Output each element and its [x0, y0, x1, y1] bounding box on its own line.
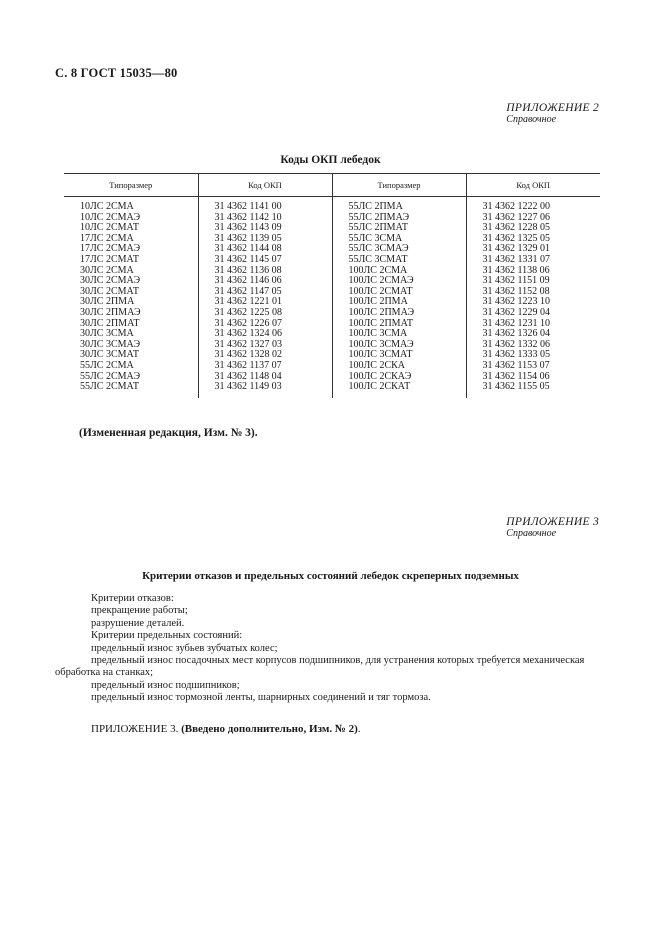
column-header: Код ОКП [198, 174, 332, 197]
table-cell-size: 55ЛС 3СМА [332, 234, 466, 245]
criteria-line: Критерии отказов: [91, 593, 174, 604]
table-cell-size: 100ЛС 3СМА [332, 329, 466, 340]
table-cell-code: 31 4362 1328 02 [198, 350, 332, 361]
table-row [64, 197, 600, 213]
table-cell-code: 31 4362 1325 05 [466, 234, 600, 245]
table-cell-code: 31 4362 1154 06 [466, 372, 600, 383]
added-note-prefix: ПРИЛОЖЕНИЕ 3. [91, 723, 182, 735]
table-cell-size: 17ЛС 2СМА [80, 232, 134, 244]
criteria-line: Критерии предельных состояний: [91, 630, 243, 642]
added-note-bold: (Введено дополнительно, Изм. № 2) [181, 723, 358, 735]
table-cell-code: 31 4362 1136 08 [198, 266, 332, 277]
table-cell-size: 30ЛС 2СМАЭ [80, 275, 141, 287]
table-cell-size: 55ЛС 2ПМАЭ [332, 213, 466, 224]
table-cell-size: 55ЛС 2ПМА [332, 197, 466, 213]
table-cell-code: 31 4362 1144 08 [198, 244, 332, 255]
table-cell-code: 31 4362 1225 08 [198, 308, 332, 319]
table-row [64, 361, 600, 372]
appendix-3-label [506, 516, 599, 540]
appendix-3-subtitle: Справочное [506, 528, 557, 539]
criteria-line: разрушение деталей. [91, 617, 185, 629]
criteria-line: предельный износ подшипников; [91, 679, 240, 691]
table-cell-code: 31 4362 1141 00 [198, 197, 332, 213]
table-cell-size: 100ЛС 2ПМАТ [332, 319, 466, 330]
table-cell-code: 31 4362 1139 05 [198, 234, 332, 245]
table-row [64, 308, 600, 319]
table-cell-size: 100ЛС 2ПМАЭ [332, 308, 466, 319]
table-cell-code: 31 4362 1149 03 [198, 382, 332, 398]
table-cell-code: 31 4362 1327 03 [198, 340, 332, 351]
table-cell-size: 55ЛС 3СМАТ [332, 255, 466, 266]
appendix-2-label [506, 102, 599, 126]
table-cell-size: 100ЛС 2СМАТ [332, 287, 466, 298]
table-cell-size: 30ЛС 2ПМАТ [80, 317, 140, 329]
table-cell-code: 31 4362 1153 07 [466, 361, 600, 372]
criteria-line: прекращение работы; [91, 605, 188, 617]
table-cell-code: 31 4362 1146 06 [198, 276, 332, 287]
column-header: Код ОКП [466, 174, 600, 197]
table-cell-code: 31 4362 1155 05 [466, 382, 600, 398]
added-note [91, 723, 361, 735]
table-cell-size: 10ЛС 2СМАЭ [80, 211, 141, 223]
table-title: Коды ОКП лебедок [280, 154, 381, 166]
criteria-line: предельный износ зубьев зубчатых колес; [91, 642, 278, 654]
table-cell-code: 31 4362 1142 10 [198, 213, 332, 224]
table-cell-size: 55ЛС 2ПМАТ [332, 223, 466, 234]
table-cell-size: 55ЛС 2СМА [80, 359, 134, 371]
table-cell-size: 10ЛС 2СМА [80, 201, 134, 212]
table-cell-code: 31 4362 1326 04 [466, 329, 600, 340]
table-cell-code: 31 4362 1227 06 [466, 213, 600, 224]
table-cell-code: 31 4362 1324 06 [198, 329, 332, 340]
table-cell-code: 31 4362 1137 07 [198, 361, 332, 372]
table-cell-code: 31 4362 1138 06 [466, 266, 600, 277]
table-cell-code: 31 4362 1143 09 [198, 223, 332, 234]
table-cell-code: 31 4362 1148 04 [198, 372, 332, 383]
table-cell-size: 30ЛС 2ПМА [80, 296, 135, 308]
table-cell-code: 31 4362 1152 08 [466, 287, 600, 298]
table-cell-size: 30ЛС 2СМА [80, 264, 134, 276]
table-cell-code: 31 4362 1332 06 [466, 340, 600, 351]
table-cell-code: 31 4362 1222 00 [466, 197, 600, 213]
appendix-2-subtitle: Справочное [506, 114, 557, 125]
criteria-line: предельный износ тормозной ленты, шарнирных соединений и тяг тормоза. [91, 692, 431, 704]
table-cell-code: 31 4362 1151 09 [466, 276, 600, 287]
table-cell-code: 31 4362 1145 07 [198, 255, 332, 266]
table-cell-code: 31 4362 1226 07 [198, 319, 332, 330]
table-row [64, 255, 600, 266]
table-cell-size: 100ЛС 2СМАЭ [332, 276, 466, 287]
criteria-line: предельный износ посадочных мест корпусов подшипников, для устранения которых требуется механическая обработка на станках; [55, 655, 585, 679]
added-note-suffix: . [357, 723, 361, 735]
table-cell-code: 31 4362 1329 01 [466, 244, 600, 255]
table-cell-size: 100ЛС 2СКАТ [332, 382, 466, 398]
table-cell-size: 17ЛС 2СМАЭ [80, 243, 141, 255]
table-cell-size: 55ЛС 2СМАЭ [80, 370, 141, 382]
table-cell-size: 100ЛС 2СМА [332, 266, 466, 277]
table-cell-size: 17ЛС 2СМАТ [80, 253, 139, 265]
table-cell-size: 100ЛС 2СКАЭ [332, 372, 466, 383]
table-cell-size: 55ЛС 2СМАТ [80, 381, 139, 393]
table-cell-size: 55ЛС 3СМАЭ [332, 244, 466, 255]
criteria-list [55, 593, 600, 705]
table-cell-size: 100ЛС 2ПМА [332, 297, 466, 308]
table-cell-code: 31 4362 1223 10 [466, 297, 600, 308]
table-cell-code: 31 4362 1331 07 [466, 255, 600, 266]
okp-codes-table [64, 173, 600, 398]
table-row [64, 382, 600, 398]
table-cell-size: 30ЛС 2ПМАЭ [80, 306, 141, 318]
criteria-title: Критерии отказов и предельных состояний лебедок скреперных подземных [142, 570, 519, 582]
table-cell-size: 10ЛС 2СМАТ [80, 222, 139, 234]
table-cell-size: 100ЛС 2СКА [332, 361, 466, 372]
table-cell-code: 31 4362 1229 04 [466, 308, 600, 319]
table-cell-size: 100ЛС 3СМАТ [332, 350, 466, 361]
table-cell-size: 30ЛС 3СМАТ [80, 349, 139, 361]
table-cell-code: 31 4362 1228 05 [466, 223, 600, 234]
change-note: (Измененная редакция, Изм. № 3). [79, 427, 258, 439]
table-cell-size: 30ЛС 3СМА [80, 328, 134, 340]
table-cell-size: 100ЛС 3СМАЭ [332, 340, 466, 351]
column-header: Типоразмер [332, 174, 466, 197]
page-header: С. 8 ГОСТ 15035—80 [55, 66, 178, 80]
table-body [64, 197, 600, 398]
appendix-2-title: ПРИЛОЖЕНИЕ 2 [506, 102, 599, 114]
table-cell-size: 30ЛС 3СМАЭ [80, 338, 141, 350]
column-header: Типоразмер [64, 174, 198, 197]
appendix-3-title: ПРИЛОЖЕНИЕ 3 [506, 516, 599, 528]
table-cell-code: 31 4362 1221 01 [198, 297, 332, 308]
table-cell-code: 31 4362 1333 05 [466, 350, 600, 361]
table-cell-code: 31 4362 1231 10 [466, 319, 600, 330]
table-header-row [64, 174, 600, 197]
table-cell-code: 31 4362 1147 05 [198, 287, 332, 298]
table-cell-size: 30ЛС 2СМАТ [80, 285, 139, 297]
